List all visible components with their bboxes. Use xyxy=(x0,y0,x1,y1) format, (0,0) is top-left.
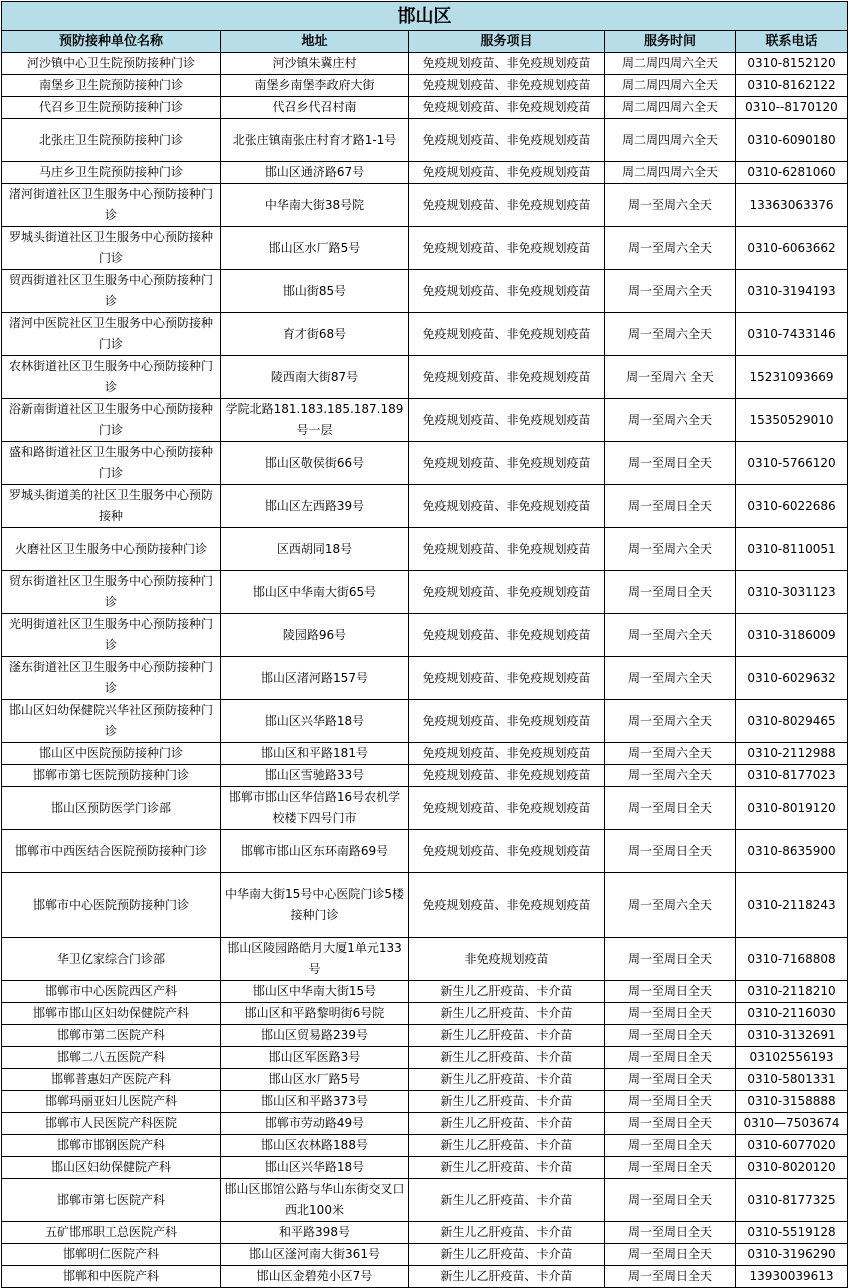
cell-name: 邯山区中医院预防接种门诊 xyxy=(2,743,221,765)
cell-phone: 0310-8029465 xyxy=(736,700,848,743)
table-row xyxy=(2,938,848,981)
cell-name: 邯郸玛丽亚妇儿医院产科 xyxy=(2,1091,221,1113)
cell-address: 邯山区兴华路18号 xyxy=(221,1157,409,1179)
cell-service: 新生儿乙肝疫苗、卡介苗 xyxy=(409,1069,605,1091)
cell-service: 新生儿乙肝疫苗、卡介苗 xyxy=(409,1222,605,1244)
cell-name: 邯郸普惠妇产医院产科 xyxy=(2,1069,221,1091)
cell-service: 新生儿乙肝疫苗、卡介苗 xyxy=(409,1113,605,1135)
cell-service: 新生儿乙肝疫苗、卡介苗 xyxy=(409,981,605,1003)
cell-service: 免疫规划疫苗、非免疫规划疫苗 xyxy=(409,53,605,75)
cell-phone: 13930039613 xyxy=(736,1266,848,1288)
cell-name: 北张庄卫生院预防接种门诊 xyxy=(2,119,221,162)
cell-name: 罗城头街道社区卫生服务中心预防接种门诊 xyxy=(2,227,221,270)
table-row xyxy=(2,571,848,614)
cell-address: 邯山区金碧苑小区7号 xyxy=(221,1266,409,1288)
cell-service: 免疫规划疫苗、非免疫规划疫苗 xyxy=(409,657,605,700)
cell-address: 邯山区陵园路皓月大厦1单元133号 xyxy=(221,938,409,981)
table-row xyxy=(2,787,848,830)
cell-address: 邯郸市邯山区华信路16号农机学校楼下四号门市 xyxy=(221,787,409,830)
cell-service: 免疫规划疫苗、非免疫规划疫苗 xyxy=(409,614,605,657)
cell-hours: 周一至周日全天 xyxy=(605,1157,736,1179)
cell-name: 邯郸市邯山区妇幼保健院产科 xyxy=(2,1003,221,1025)
cell-phone: 15350529010 xyxy=(736,399,848,442)
cell-name: 邯山区预防医学门诊部 xyxy=(2,787,221,830)
cell-name: 邯郸市第二医院产科 xyxy=(2,1025,221,1047)
cell-hours: 周一至周六全天 xyxy=(605,657,736,700)
cell-phone: 0310-8152120 xyxy=(736,53,848,75)
cell-address: 和平路398号 xyxy=(221,1222,409,1244)
cell-address: 邯山区和平路181号 xyxy=(221,743,409,765)
cell-name: 邯郸市人民医院产科医院 xyxy=(2,1113,221,1135)
cell-hours: 周一至周日全天 xyxy=(605,571,736,614)
cell-address: 代召乡代召村南 xyxy=(221,97,409,119)
cell-phone: 0310-3031123 xyxy=(736,571,848,614)
cell-name: 邯郸明仁医院产科 xyxy=(2,1244,221,1266)
cell-service: 新生儿乙肝疫苗、卡介苗 xyxy=(409,1179,605,1222)
cell-hours: 周一至周六全天 xyxy=(605,270,736,313)
header-service: 服务项目 xyxy=(409,31,605,53)
cell-address: 邯郸市邯山区东环南路69号 xyxy=(221,830,409,873)
cell-service: 免疫规划疫苗、非免疫规划疫苗 xyxy=(409,75,605,97)
cell-service: 免疫规划疫苗、非免疫规划疫苗 xyxy=(409,700,605,743)
table-row xyxy=(2,1179,848,1222)
cell-hours: 周一至周六 全天 xyxy=(605,356,736,399)
cell-hours: 周二周四周六全天 xyxy=(605,75,736,97)
table-row xyxy=(2,53,848,75)
cell-hours: 周一至周六全天 xyxy=(605,743,736,765)
cell-hours: 周一至周日全天 xyxy=(605,830,736,873)
cell-name: 盛和路街道社区卫生服务中心预防接种门诊 xyxy=(2,442,221,485)
header-address: 地址 xyxy=(221,31,409,53)
cell-service: 免疫规划疫苗、非免疫规划疫苗 xyxy=(409,485,605,528)
cell-phone: 0310-3132691 xyxy=(736,1025,848,1047)
cell-phone: 0310-8177023 xyxy=(736,765,848,787)
cell-address: 邯郸市劳动路49号 xyxy=(221,1113,409,1135)
table-row xyxy=(2,1025,848,1047)
cell-address: 中华南大街38号院 xyxy=(221,184,409,227)
cell-address: 邯山区军医路3号 xyxy=(221,1047,409,1069)
cell-name: 火磨社区卫生服务中心预防接种门诊 xyxy=(2,528,221,571)
cell-service: 免疫规划疫苗、非免疫规划疫苗 xyxy=(409,399,605,442)
cell-phone: 0310-7168808 xyxy=(736,938,848,981)
cell-address: 邯山街85号 xyxy=(221,270,409,313)
cell-hours: 周一至周六全天 xyxy=(605,614,736,657)
cell-hours: 周一至周日全天 xyxy=(605,442,736,485)
table-row xyxy=(2,97,848,119)
table-row xyxy=(2,227,848,270)
cell-name: 邯郸市邯钢医院产科 xyxy=(2,1135,221,1157)
cell-service: 非免疫规划疫苗 xyxy=(409,938,605,981)
cell-phone: 0310-2116030 xyxy=(736,1003,848,1025)
table-row xyxy=(2,1003,848,1025)
cell-service: 免疫规划疫苗、非免疫规划疫苗 xyxy=(409,830,605,873)
cell-hours: 周一至周六全天 xyxy=(605,399,736,442)
cell-address: 邯山区中华南大街15号 xyxy=(221,981,409,1003)
cell-address: 育才街68号 xyxy=(221,313,409,356)
table-row xyxy=(2,162,848,184)
cell-name: 华卫亿家综合门诊部 xyxy=(2,938,221,981)
table-row xyxy=(2,1222,848,1244)
cell-address: 邯山区水厂路5号 xyxy=(221,1069,409,1091)
cell-phone: 0310-7433146 xyxy=(736,313,848,356)
cell-phone: 0310--8170120 xyxy=(736,97,848,119)
table-row xyxy=(2,743,848,765)
cell-name: 邯郸市中心医院西区产科 xyxy=(2,981,221,1003)
table-row xyxy=(2,313,848,356)
cell-service: 免疫规划疫苗、非免疫规划疫苗 xyxy=(409,442,605,485)
table-row xyxy=(2,1113,848,1135)
cell-address: 邯山区敬侯街66号 xyxy=(221,442,409,485)
cell-service: 免疫规划疫苗、非免疫规划疫苗 xyxy=(409,97,605,119)
table-row xyxy=(2,356,848,399)
cell-name: 南堡乡卫生院预防接种门诊 xyxy=(2,75,221,97)
table-row xyxy=(2,1266,848,1288)
cell-service: 新生儿乙肝疫苗、卡介苗 xyxy=(409,1266,605,1288)
cell-name: 代召乡卫生院预防接种门诊 xyxy=(2,97,221,119)
cell-name: 邯郸二八五医院产科 xyxy=(2,1047,221,1069)
cell-phone: 0310-6281060 xyxy=(736,162,848,184)
cell-name: 邯郸市中心医院预防接种门诊 xyxy=(2,873,221,938)
cell-hours: 周一至周六全天 xyxy=(605,765,736,787)
header-hours: 服务时间 xyxy=(605,31,736,53)
cell-phone: 0310—7503674 xyxy=(736,1113,848,1135)
cell-name: 贸东街道社区卫生服务中心预防接种门诊 xyxy=(2,571,221,614)
table-title-row xyxy=(2,2,848,31)
cell-phone: 0310-6022686 xyxy=(736,485,848,528)
cell-name: 五矿邯邢职工总医院产科 xyxy=(2,1222,221,1244)
cell-hours: 周一至周六全天 xyxy=(605,313,736,356)
cell-address: 河沙镇朱冀庄村 xyxy=(221,53,409,75)
cell-hours: 周一至周六全天 xyxy=(605,528,736,571)
cell-service: 免疫规划疫苗、非免疫规划疫苗 xyxy=(409,765,605,787)
cell-phone: 0310-6090180 xyxy=(736,119,848,162)
cell-address: 邯山区和平路黎明街6号院 xyxy=(221,1003,409,1025)
cell-phone: 13363063376 xyxy=(736,184,848,227)
cell-address: 邯山区雪驰路33号 xyxy=(221,765,409,787)
cell-name: 邯山区妇幼保健院产科 xyxy=(2,1157,221,1179)
cell-phone: 0310-8110051 xyxy=(736,528,848,571)
cell-hours: 周一至周六全天 xyxy=(605,873,736,938)
cell-service: 免疫规划疫苗、非免疫规划疫苗 xyxy=(409,873,605,938)
table-row xyxy=(2,1157,848,1179)
table-row xyxy=(2,614,848,657)
table-row xyxy=(2,528,848,571)
table-row xyxy=(2,270,848,313)
cell-address: 邯山区水厂路5号 xyxy=(221,227,409,270)
cell-name: 浴新南街道社区卫生服务中心预防接种门诊 xyxy=(2,399,221,442)
cell-service: 免疫规划疫苗、非免疫规划疫苗 xyxy=(409,270,605,313)
cell-service: 新生儿乙肝疫苗、卡介苗 xyxy=(409,1091,605,1113)
header-unit-name: 预防接种单位名称 xyxy=(2,31,221,53)
cell-phone: 0310-3158888 xyxy=(736,1091,848,1113)
cell-hours: 周一至周日全天 xyxy=(605,787,736,830)
cell-service: 免疫规划疫苗、非免疫规划疫苗 xyxy=(409,227,605,270)
cell-service: 新生儿乙肝疫苗、卡介苗 xyxy=(409,1157,605,1179)
cell-hours: 周一至周六全天 xyxy=(605,700,736,743)
cell-name: 渚河中医院社区卫生服务中心预防接种门诊 xyxy=(2,313,221,356)
cell-phone: 0310-8635900 xyxy=(736,830,848,873)
cell-hours: 周一至周日全天 xyxy=(605,1135,736,1157)
cell-service: 免疫规划疫苗、非免疫规划疫苗 xyxy=(409,119,605,162)
cell-address: 邯山区中华南大街65号 xyxy=(221,571,409,614)
cell-name: 贸西街道社区卫生服务中心预防接种门诊 xyxy=(2,270,221,313)
table-row xyxy=(2,75,848,97)
cell-address: 邯山区左西路39号 xyxy=(221,485,409,528)
cell-phone: 0310-3186009 xyxy=(736,614,848,657)
cell-hours: 周一至周日全天 xyxy=(605,1222,736,1244)
cell-hours: 周二周四周六全天 xyxy=(605,53,736,75)
cell-name: 农林街道社区卫生服务中心预防接种门诊 xyxy=(2,356,221,399)
cell-phone: 0310-5801331 xyxy=(736,1069,848,1091)
cell-hours: 周一至周日全天 xyxy=(605,1266,736,1288)
cell-hours: 周一至周日全天 xyxy=(605,1069,736,1091)
cell-service: 免疫规划疫苗、非免疫规划疫苗 xyxy=(409,571,605,614)
cell-hours: 周一至周日全天 xyxy=(605,1047,736,1069)
cell-phone: 0310-3196290 xyxy=(736,1244,848,1266)
cell-service: 免疫规划疫苗、非免疫规划疫苗 xyxy=(409,743,605,765)
cell-address: 邯山区滏河南大街361号 xyxy=(221,1244,409,1266)
cell-address: 邯山区兴华路18号 xyxy=(221,700,409,743)
table-row xyxy=(2,442,848,485)
table-header-row xyxy=(2,31,848,53)
cell-hours: 周二周四周六全天 xyxy=(605,162,736,184)
cell-service: 免疫规划疫苗、非免疫规划疫苗 xyxy=(409,528,605,571)
cell-service: 新生儿乙肝疫苗、卡介苗 xyxy=(409,1244,605,1266)
cell-address: 区西胡同18号 xyxy=(221,528,409,571)
cell-phone: 0310-2118243 xyxy=(736,873,848,938)
cell-phone: 03102556193 xyxy=(736,1047,848,1069)
cell-hours: 周一至周日全天 xyxy=(605,1003,736,1025)
table-row xyxy=(2,1047,848,1069)
table-row xyxy=(2,765,848,787)
cell-hours: 周二周四周六全天 xyxy=(605,119,736,162)
cell-address: 陵园路96号 xyxy=(221,614,409,657)
cell-address: 邯山区贸易路239号 xyxy=(221,1025,409,1047)
cell-address: 邯山区邯馆公路与华山东街交叉口西北100米 xyxy=(221,1179,409,1222)
cell-service: 免疫规划疫苗、非免疫规划疫苗 xyxy=(409,184,605,227)
table-row xyxy=(2,1244,848,1266)
table-row xyxy=(2,700,848,743)
table-row xyxy=(2,873,848,938)
cell-phone: 0310-8177325 xyxy=(736,1179,848,1222)
table-row xyxy=(2,1069,848,1091)
cell-address: 中华南大街15号中心医院门诊5楼接种门诊 xyxy=(221,873,409,938)
cell-phone: 0310-8162122 xyxy=(736,75,848,97)
cell-name: 渚河街道社区卫生服务中心预防接种门诊 xyxy=(2,184,221,227)
cell-service: 新生儿乙肝疫苗、卡介苗 xyxy=(409,1025,605,1047)
cell-address: 南堡乡南堡李政府大街 xyxy=(221,75,409,97)
cell-address: 邯山区农林路188号 xyxy=(221,1135,409,1157)
cell-hours: 周一至周日全天 xyxy=(605,981,736,1003)
cell-address: 邯山区和平路373号 xyxy=(221,1091,409,1113)
cell-hours: 周一至周六全天 xyxy=(605,227,736,270)
cell-service: 新生儿乙肝疫苗、卡介苗 xyxy=(409,1003,605,1025)
cell-service: 免疫规划疫苗、非免疫规划疫苗 xyxy=(409,356,605,399)
cell-hours: 周一至周六全天 xyxy=(605,184,736,227)
cell-name: 滏东街道社区卫生服务中心预防接种门诊 xyxy=(2,657,221,700)
cell-phone: 0310-8020120 xyxy=(736,1157,848,1179)
cell-phone: 0310-2112988 xyxy=(736,743,848,765)
cell-service: 免疫规划疫苗、非免疫规划疫苗 xyxy=(409,162,605,184)
cell-phone: 0310-5766120 xyxy=(736,442,848,485)
cell-phone: 0310-5519128 xyxy=(736,1222,848,1244)
cell-hours: 周一至周日全天 xyxy=(605,1091,736,1113)
cell-address: 邯山区渚河路157号 xyxy=(221,657,409,700)
table-row xyxy=(2,119,848,162)
cell-name: 邯郸市中西医结合医院预防接种门诊 xyxy=(2,830,221,873)
table-row xyxy=(2,981,848,1003)
table-row xyxy=(2,657,848,700)
cell-service: 新生儿乙肝疫苗、卡介苗 xyxy=(409,1135,605,1157)
cell-phone: 0310-3194193 xyxy=(736,270,848,313)
cell-name: 马庄乡卫生院预防接种门诊 xyxy=(2,162,221,184)
table-row xyxy=(2,485,848,528)
cell-service: 新生儿乙肝疫苗、卡介苗 xyxy=(409,1047,605,1069)
cell-address: 陵西南大街87号 xyxy=(221,356,409,399)
vaccination-sites-table xyxy=(1,1,848,1288)
cell-phone: 0310-8019120 xyxy=(736,787,848,830)
cell-hours: 周一至周日全天 xyxy=(605,1179,736,1222)
cell-name: 邯郸市第七医院预防接种门诊 xyxy=(2,765,221,787)
cell-name: 光明街道社区卫生服务中心预防接种门诊 xyxy=(2,614,221,657)
cell-hours: 周一至周日全天 xyxy=(605,938,736,981)
cell-hours: 周一至周日全天 xyxy=(605,1113,736,1135)
cell-phone: 0310-6063662 xyxy=(736,227,848,270)
cell-phone: 15231093669 xyxy=(736,356,848,399)
cell-phone: 0310-6077020 xyxy=(736,1135,848,1157)
table-body xyxy=(2,53,848,1288)
cell-service: 免疫规划疫苗、非免疫规划疫苗 xyxy=(409,787,605,830)
table-row xyxy=(2,1091,848,1113)
cell-name: 邯郸市第七医院产科 xyxy=(2,1179,221,1222)
table-row xyxy=(2,1135,848,1157)
cell-name: 邯山区妇幼保健院兴华社区预防接种门诊 xyxy=(2,700,221,743)
cell-service: 免疫规划疫苗、非免疫规划疫苗 xyxy=(409,313,605,356)
cell-name: 邯郸和中医院产科 xyxy=(2,1266,221,1288)
cell-name: 罗城头街道美的社区卫生服务中心预防接种 xyxy=(2,485,221,528)
district-title: 邯山区 xyxy=(2,2,848,31)
header-phone: 联系电话 xyxy=(736,31,848,53)
cell-phone: 0310-2118210 xyxy=(736,981,848,1003)
cell-address: 北张庄镇南张庄村育才路1-1号 xyxy=(221,119,409,162)
cell-hours: 周一至周日全天 xyxy=(605,1244,736,1266)
cell-address: 学院北路181.183.185.187.189号一层 xyxy=(221,399,409,442)
cell-phone: 0310-6029632 xyxy=(736,657,848,700)
cell-hours: 周一至周日全天 xyxy=(605,1025,736,1047)
table-row xyxy=(2,830,848,873)
cell-hours: 周一至周日全天 xyxy=(605,485,736,528)
table-row xyxy=(2,399,848,442)
cell-name: 河沙镇中心卫生院预防接种门诊 xyxy=(2,53,221,75)
cell-hours: 周二周四周六全天 xyxy=(605,97,736,119)
table-row xyxy=(2,184,848,227)
cell-address: 邯山区通济路67号 xyxy=(221,162,409,184)
